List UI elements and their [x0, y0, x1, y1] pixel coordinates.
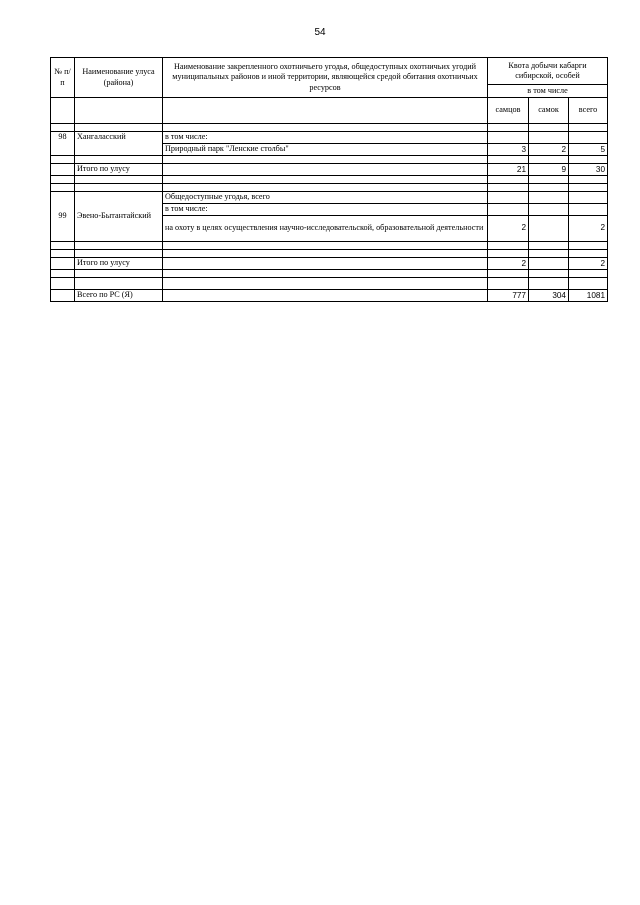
area-cell: в том числе:	[163, 132, 488, 144]
ulus-name: Хангаласский	[75, 132, 163, 156]
header-area-cont	[163, 98, 488, 124]
empty-row	[51, 250, 608, 258]
table-row	[51, 132, 608, 144]
table-header-row	[51, 58, 608, 72]
total-cell: 2	[569, 216, 608, 242]
males-cell: 3	[488, 144, 529, 156]
males-cell: 2	[488, 258, 529, 270]
total-label: Итого по улусу	[75, 164, 163, 176]
empty-row	[51, 184, 608, 192]
grand-total-label: Всего по РС (Я)	[75, 290, 163, 302]
total-cell: 5	[569, 144, 608, 156]
empty-row	[51, 242, 608, 250]
empty-row	[51, 156, 608, 164]
row-number: 98	[51, 132, 75, 156]
ulus-name: Эвено-Бытантайский	[75, 192, 163, 242]
area-cell: Общедоступные угодья, всего	[163, 192, 488, 204]
table-header-row	[51, 98, 608, 124]
females-cell: 304	[529, 290, 569, 302]
total-cell: 30	[569, 164, 608, 176]
males-cell: 777	[488, 290, 529, 302]
header-quota: Квота добычи кабарги сибирской, особей	[488, 58, 608, 85]
area-cell: Природный парк "Ленские столбы"	[163, 144, 488, 156]
empty-row	[51, 270, 608, 278]
empty-row	[51, 278, 608, 290]
females-cell: 2	[529, 144, 569, 156]
header-ulus-cont	[75, 98, 163, 124]
area-cell: на охоту в целях осуществления научно-исследовательской, образовательной деятельности	[163, 216, 488, 242]
header-ulus: Наименование улуса (района)	[75, 58, 163, 98]
area-cell: в том числе:	[163, 204, 488, 216]
header-incl: в том числе	[488, 85, 608, 98]
total-cell: 1081	[569, 290, 608, 302]
total-row	[51, 164, 608, 176]
total-label: Итого по улусу	[75, 258, 163, 270]
females-cell: 9	[529, 164, 569, 176]
table-row	[51, 192, 608, 204]
grand-total-row	[51, 290, 608, 302]
empty-row	[51, 176, 608, 184]
header-num: № п/п	[51, 58, 75, 98]
header-males: самцов	[488, 98, 529, 124]
page-number: 54	[314, 27, 326, 38]
empty-row	[51, 124, 608, 132]
total-row	[51, 258, 608, 270]
males-cell: 21	[488, 164, 529, 176]
total-cell: 2	[569, 258, 608, 270]
header-num-cont	[51, 98, 75, 124]
males-cell: 2	[488, 216, 529, 242]
header-total: всего	[569, 98, 608, 124]
header-area: Наименование закрепленного охотничьего угодья, общедоступных охотничьих угодий муниципальных районов и иной территории, являющейся средой обитания охотничьих ресурсов	[163, 58, 488, 98]
quota-table	[50, 57, 608, 302]
row-number: 99	[51, 192, 75, 242]
header-females: самок	[529, 98, 569, 124]
